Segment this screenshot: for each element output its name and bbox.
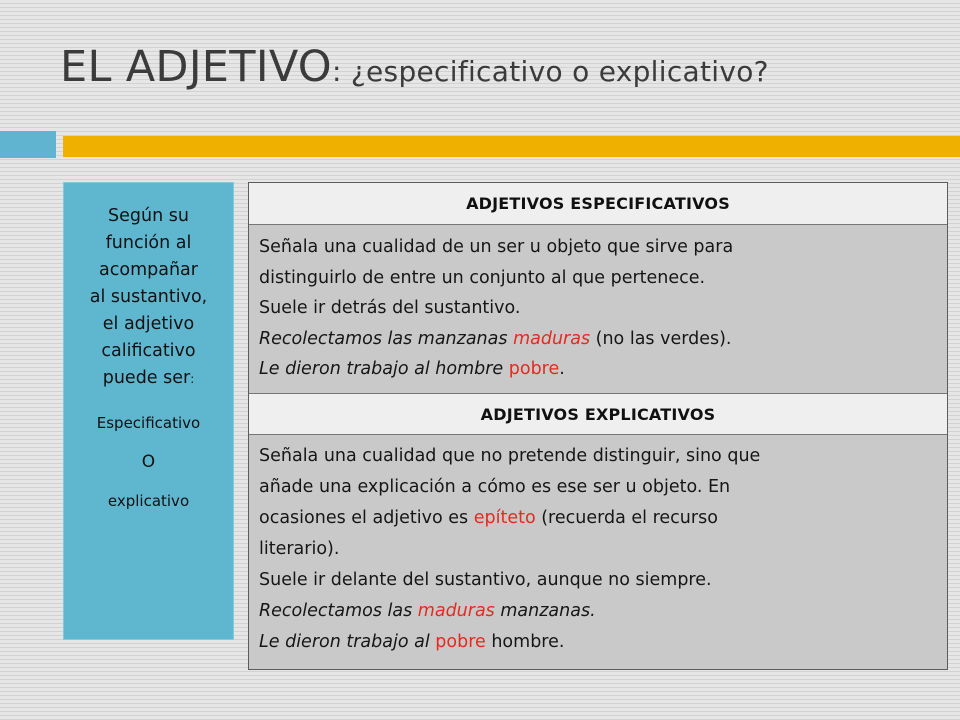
specific-line: Señala una cualidad de un ser u objeto que sirve para bbox=[259, 237, 734, 257]
specific-example bbox=[259, 324, 933, 355]
example-highlight: pobre bbox=[435, 632, 486, 652]
sidebar-intro-line: el adjetivo bbox=[102, 314, 195, 334]
title-sub: : ¿especificativo o explicativo? bbox=[331, 55, 769, 88]
sidebar-intro bbox=[70, 203, 227, 393]
example-highlight: maduras bbox=[513, 328, 591, 349]
sidebar-panel bbox=[63, 182, 234, 640]
explicative-line: Señala una cualidad que no pretende distinguir, sino que bbox=[259, 446, 761, 466]
explicative-example bbox=[259, 627, 933, 658]
sidebar-colon: : bbox=[190, 372, 195, 386]
example-text: manzanas. bbox=[494, 601, 596, 621]
explicative-line: literario). bbox=[259, 539, 340, 559]
example-text: . bbox=[559, 359, 565, 379]
slide-title bbox=[60, 42, 769, 92]
example-text: Recolectamos las bbox=[259, 601, 418, 621]
option-explicative: explicativo bbox=[107, 492, 190, 510]
title-main: EL ADJETIVO bbox=[60, 42, 332, 92]
specific-heading: ADJETIVOS ESPECIFICATIVOS bbox=[249, 183, 947, 225]
specific-line: distinguirlo de entre un conjunto al que pertenece. bbox=[259, 267, 706, 288]
example-text: Le dieron trabajo al bbox=[259, 632, 436, 652]
sidebar-intro-line: calificativo bbox=[101, 341, 196, 361]
specific-example bbox=[259, 354, 933, 385]
example-text: hombre. bbox=[485, 632, 565, 652]
line-text: ocasiones el adjetivo es bbox=[259, 508, 474, 528]
sidebar-intro-line: función al bbox=[105, 233, 192, 253]
example-text: Recolectamos las manzanas bbox=[259, 328, 514, 349]
option-specific: Especificativo bbox=[96, 414, 201, 432]
epithet-highlight: epíteto bbox=[473, 508, 536, 528]
explicative-heading: ADJETIVOS EXPLICATIVOS bbox=[249, 393, 947, 435]
accent-bar-gold bbox=[63, 136, 960, 157]
specific-line: Suele ir detrás del sustantivo. bbox=[259, 298, 521, 318]
accent-bar-blue bbox=[0, 131, 56, 158]
example-text: (no las verdes). bbox=[590, 328, 732, 349]
example-highlight: pobre bbox=[508, 359, 560, 379]
sidebar-intro-line: al sustantivo, bbox=[89, 287, 208, 307]
explicative-body bbox=[249, 435, 947, 669]
adjective-table bbox=[248, 182, 948, 670]
example-text: Le dieron trabajo al hombre bbox=[259, 359, 509, 379]
sidebar-intro-line: Según su bbox=[108, 206, 189, 226]
option-separator: O bbox=[141, 452, 156, 472]
explicative-line bbox=[259, 503, 933, 534]
sidebar-intro-line: puede ser bbox=[102, 368, 191, 388]
example-highlight: maduras bbox=[417, 601, 495, 621]
explicative-line: añade una explicación a cómo es ese ser u objeto. En bbox=[259, 477, 731, 497]
explicative-example bbox=[259, 596, 933, 627]
specific-body bbox=[249, 225, 947, 393]
explicative-line: Suele ir delante del sustantivo, aunque no siempre. bbox=[259, 570, 712, 590]
sidebar-intro-line: acompañar bbox=[99, 260, 198, 280]
line-text: (recuerda el recurso bbox=[535, 508, 718, 528]
